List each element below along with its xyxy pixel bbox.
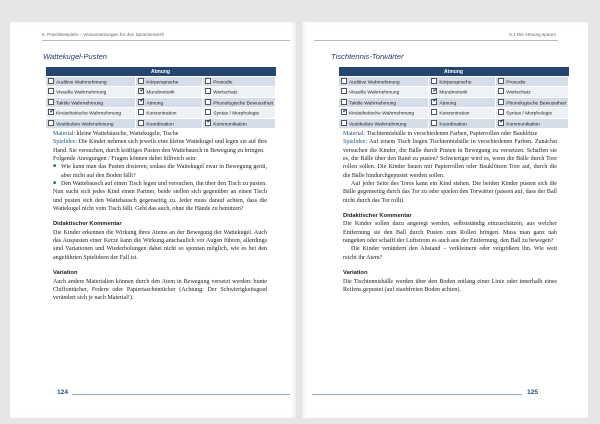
left-spielidee [53, 138, 267, 155]
checkbox-label: Phonologische Bewusstheit [506, 101, 566, 107]
unchecked-checkbox[interactable] [341, 99, 347, 105]
anregungen-text: Folgende Anregungen / Fragen können dabei hilfreich sein: [53, 156, 197, 163]
unchecked-checkbox[interactable] [431, 78, 437, 84]
table-cell [496, 77, 569, 87]
checkbox-label: Kommunikation [506, 121, 540, 127]
table-cell [429, 97, 496, 107]
unchecked-checkbox[interactable] [138, 109, 144, 115]
unchecked-checkbox[interactable] [138, 120, 144, 126]
table-row [46, 77, 276, 87]
checked-checkbox[interactable] [341, 109, 347, 115]
bullet-item: ■ Den Wattebausch auf einen Tisch legen und versuchen, ihn über den Tisch zu pusten. [53, 180, 267, 188]
unchecked-checkbox[interactable] [48, 88, 54, 94]
footer-rule-right [312, 394, 522, 395]
checkbox-label: Kinästhetische Wahrnehmung [56, 111, 122, 117]
checkbox-label: Prosodie [213, 80, 233, 86]
table-cell [339, 97, 429, 107]
table-cell [46, 108, 136, 118]
left-material [53, 130, 267, 138]
table-cell [136, 97, 203, 107]
page-number-right: 125 [527, 389, 539, 396]
checked-checkbox[interactable] [498, 120, 504, 126]
footer-rule-left [72, 394, 290, 395]
running-head-right: 6.1 Die Atmung spüren [509, 32, 556, 37]
unchecked-checkbox[interactable] [498, 99, 504, 105]
checkbox-label: Vestibuläre Wahrnehmung [56, 121, 114, 127]
checkbox-label: Wortschatz [506, 90, 531, 96]
checked-checkbox[interactable] [431, 99, 437, 105]
table-cell [339, 87, 429, 97]
unchecked-checkbox[interactable] [48, 120, 54, 126]
table-row [339, 108, 569, 118]
spielidee-text: Auf einem Tisch liegen Tischtennisbälle in verschiedenen Farben. Zunächst versuchen die Kinder, die Bälle durch Pusten in Bewegung zu versetzen. Schaffen sie es, die Bälle über den Rand zu pusten? Schwieriger wird es, wenn die Bälle durch Tore rollen sollen. Die Kinder bauen mit Papierrollen oder Bauklötzen Tore auf, durch die die Bälle hindurchgepustet werden sollen. [343, 139, 557, 179]
checkbox-label: Syntax / Morphologie [213, 111, 260, 117]
right-kommentar-heading: Didaktischer Kommentar [343, 213, 412, 220]
checkbox-label: Kinästhetische Wahrnehmung [349, 111, 415, 117]
table-cell [136, 87, 203, 97]
right-spielidee [343, 138, 557, 180]
unchecked-checkbox[interactable] [498, 109, 504, 115]
left-paragraph-2: Nun sucht sich jedes Kind einen Partner, beide stellen sich gegenüber an einen Tisch und pusten sich den Wattebausch gegenseitig zu. Jeder muss darauf achten, dass die Wattekugel nicht vom Tisch fällt. Geht das auch, ohne die Hände zu benutzen? [53, 189, 267, 213]
checkbox-label: Konzentration [146, 111, 177, 117]
unchecked-checkbox[interactable] [205, 109, 211, 115]
checkbox-label: Körpersprache [439, 80, 472, 86]
table-cell [46, 77, 136, 87]
table-cell [203, 97, 276, 107]
right-body-text [343, 130, 557, 294]
material-label: Material: [53, 131, 76, 137]
left-variation-text: Auch andere Materialien können durch den Atem in Bewegung versetzt werden: bunte Chiffontücher, Federn oder Papiertaschentücher (Achtung: Der Schwierigkeitsgrad verändert sich je nach Material!). [53, 278, 267, 302]
table-cell [136, 77, 203, 87]
table-cell [339, 77, 429, 87]
right-kommentar-text: Die Kinder sollen dazu angeregt werden, selbstständig einzuschätzen, aus welcher Entfernung sie den Ball durch Pusten zum Rollen bringen. Muss man ganz nah rangehen oder schafft der Luftstrom es auch aus der Entfernung, den Ball zu bewegen? [343, 221, 557, 245]
table-cell [429, 118, 496, 128]
right-table-body [339, 77, 569, 129]
unchecked-checkbox[interactable] [341, 78, 347, 84]
checkbox-label: Taktile Wahrnehmung [56, 101, 104, 107]
material-label: Material: [343, 131, 366, 137]
spielidee-text: Die Kinder nehmen sich jeweils eine kleine Wattekugel und legen sie auf ihre Hand. Sie versuchen, durch kräftiges Pusten den Wattebausch in Bewegung zu bringen. [53, 139, 267, 154]
checkbox-label: Vestibuläre Wahrnehmung [349, 121, 407, 127]
table-cell [203, 118, 276, 128]
checkbox-label: Auditive Wahrnehmung [56, 80, 107, 86]
table-cell [46, 118, 136, 128]
checkbox-label: Atmung [439, 101, 457, 107]
table-cell [496, 108, 569, 118]
table-cell [46, 97, 136, 107]
unchecked-checkbox[interactable] [48, 99, 54, 105]
table-row [46, 97, 276, 107]
checkbox-label: Auditive Wahrnehmung [349, 80, 400, 86]
table-row [339, 77, 569, 87]
checkbox-label: Körpersprache [146, 80, 179, 86]
checked-checkbox[interactable] [205, 120, 211, 126]
material-text: kleine Wattebäusche, Wattekugeln, Tische [75, 131, 179, 137]
right-variation-heading: Variation [343, 270, 368, 277]
checkbox-label: Visuelle Wahrnehmung [56, 90, 107, 96]
checkbox-label: Mundmotorik [146, 90, 175, 96]
header-rule-right [314, 40, 558, 41]
spielidee-label: Spielidee: [53, 139, 78, 146]
table-cell [339, 108, 429, 118]
table-cell [339, 118, 429, 128]
table-row [46, 118, 276, 128]
unchecked-checkbox[interactable] [431, 109, 437, 115]
left-table-header: Atmung [46, 67, 276, 77]
running-head-left: 6. Praxisbeispiele – Voraussetzungen für den Spracherwerb [42, 32, 165, 37]
unchecked-checkbox[interactable] [138, 78, 144, 84]
header-rule-left [42, 40, 290, 41]
table-cell [46, 87, 136, 97]
bullet-item: ■ Wie kann man das Pusten dosieren, sodass die Wattekugel zwar in Bewegung gerät, aber nicht auf den Boden fällt? [53, 163, 267, 180]
right-paragraph-2: Auf jeder Seite des Tores kann ein Kind stehen. Die beiden Kinder pusten sich die Bälle gegenseitig durch das Tor zu oder spielen den Torwärter (passen auf, dass der Ball nicht durch das Tor rollt). [343, 181, 557, 204]
right-section-title: Tischtennis-Torwärter [331, 52, 404, 61]
table-cell [496, 87, 569, 97]
checkbox-label: Syntax / Morphologie [506, 111, 553, 117]
right-kommentar-text-2: Die Kinder verändern den Abstand – verkleinern oder vergrößern ihn. Wie weit reicht ihr Atem? [343, 246, 557, 261]
left-section-title: Wattekugel-Pusten [43, 52, 108, 61]
table-cell [429, 87, 496, 97]
right-skills-table [338, 67, 569, 129]
table-row [46, 87, 276, 97]
unchecked-checkbox[interactable] [205, 88, 211, 94]
right-table-header: Atmung [339, 67, 569, 77]
checkbox-label: Koordination [146, 121, 174, 127]
checkbox-label: Visuelle Wahrnehmung [349, 90, 400, 96]
unchecked-checkbox[interactable] [205, 99, 211, 105]
checkbox-label: Taktile Wahrnehmung [349, 101, 397, 107]
checkbox-label: Prosodie [506, 80, 526, 86]
checked-checkbox[interactable] [138, 99, 144, 105]
checkbox-label: Konzentration [439, 111, 470, 117]
table-cell [496, 118, 569, 128]
right-variation-text: Die Tischtennisbälle werden über den Boden entlang einer Linie oder innerhalb eines Reifens gepustet (auf staubfreien Boden achten). [343, 278, 557, 293]
checkbox-label: Wortschatz [213, 90, 238, 96]
checkbox-label: Mundmotorik [439, 90, 468, 96]
material-text: Tischtennisbälle in verschiedenen Farben, Papierrollen oder Bauklötze [365, 131, 538, 137]
table-cell [429, 77, 496, 87]
checkbox-label: Koordination [439, 121, 467, 127]
unchecked-checkbox[interactable] [498, 88, 504, 94]
table-cell [429, 108, 496, 118]
table-cell [203, 87, 276, 97]
table-cell [136, 108, 203, 118]
table-row [339, 97, 569, 107]
right-material [343, 130, 557, 138]
unchecked-checkbox[interactable] [341, 120, 347, 126]
left-skills-table [45, 67, 276, 129]
left-kommentar-text: Die Kinder erkennen die Wirkung ihres Atems an der Bewegung der Wattekugel. Auch das Auspusten einer Kerze kann die Wirkung anschaulich vor Augen führen, allerdings sind Variationen und Wiederholungen dabei nicht so spontan möglich, wie es bei den angeführten Spielideen der Fall ist. [53, 229, 267, 261]
checkbox-label: Atmung [146, 101, 164, 107]
checked-checkbox[interactable] [138, 88, 144, 94]
checked-checkbox[interactable] [48, 109, 54, 115]
checkbox-label: Kommunikation [213, 121, 247, 127]
left-table-body [46, 77, 276, 129]
checkbox-label: Phonologische Bewusstheit [213, 101, 273, 107]
table-cell [496, 97, 569, 107]
table-row [46, 108, 276, 118]
table-row [339, 118, 569, 128]
unchecked-checkbox[interactable] [341, 88, 347, 94]
table-row [339, 87, 569, 97]
left-body-text [53, 130, 267, 303]
checked-checkbox[interactable] [431, 88, 437, 94]
page-number-left: 124 [57, 389, 69, 396]
unchecked-checkbox[interactable] [205, 78, 211, 84]
unchecked-checkbox[interactable] [48, 78, 54, 84]
spielidee-label: Spielidee: [343, 139, 368, 146]
left-variation-heading: Variation [53, 270, 78, 277]
table-cell [136, 118, 203, 128]
table-cell [203, 108, 276, 118]
unchecked-checkbox[interactable] [431, 120, 437, 126]
table-cell [203, 77, 276, 87]
unchecked-checkbox[interactable] [498, 78, 504, 84]
left-kommentar-heading: Didaktischer Kommentar [53, 221, 122, 228]
